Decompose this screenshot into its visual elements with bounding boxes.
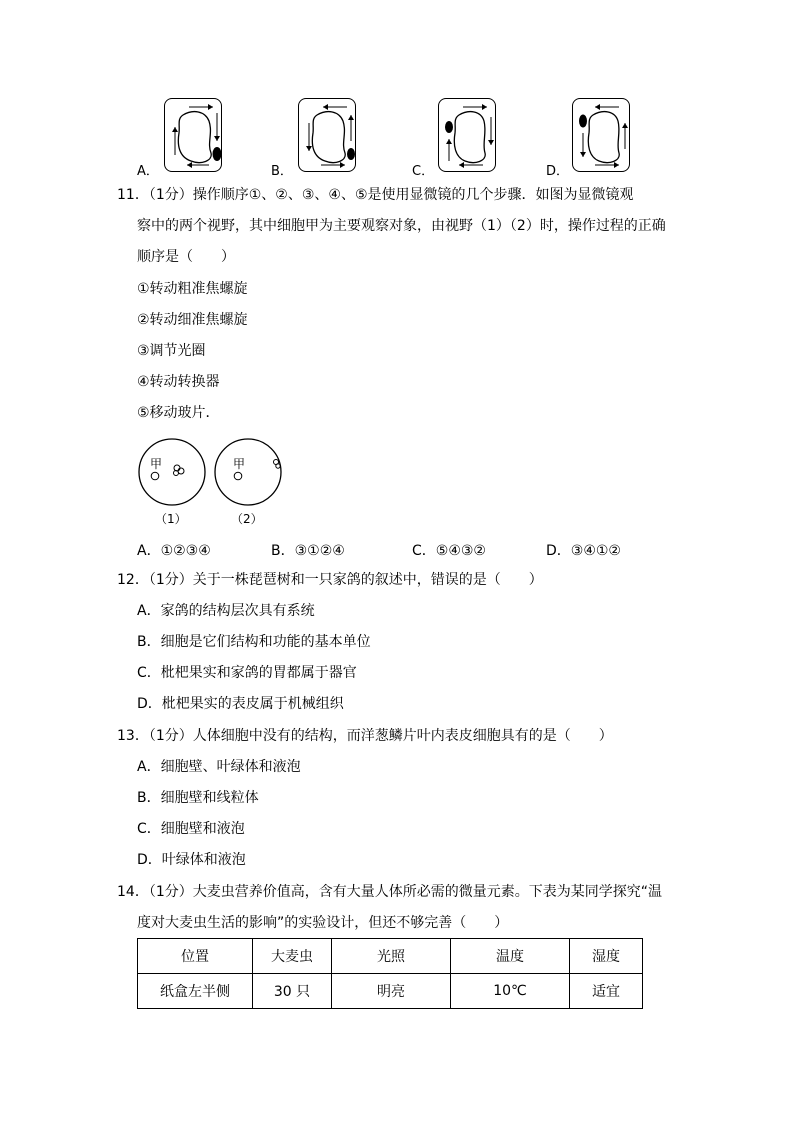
table-cell: 10℃ — [451, 974, 570, 1009]
q13-option-a: A．细胞壁、叶绿体和液泡 — [137, 759, 301, 775]
table-header-row — [138, 939, 643, 974]
q12-option-a: A．家鸽的结构层次具有系统 — [137, 603, 315, 619]
table-cell: 明亮 — [332, 974, 451, 1009]
q11-option-b: B．③①②④ — [271, 543, 345, 559]
q11-text-line2: 察中的两个视野，其中细胞甲为主要观察对象，由视野（1）（2）时，操作过程的正确 — [137, 218, 666, 234]
q10-option-c-label: C． — [412, 164, 435, 179]
q11-fov1-label: 甲 — [150, 457, 163, 471]
q11-field-of-view-2 — [214, 438, 284, 512]
q12-number: 12． — [117, 572, 149, 588]
table-cell: 纸盒左半侧 — [138, 974, 253, 1009]
q10-option-b-diagram — [298, 98, 356, 172]
q14-text-line1: （1分）大麦虫营养价值高，含有大量人体所必需的微量元素。下表为某同学探究“温 — [148, 884, 662, 900]
q10-option-b-label: B． — [271, 164, 293, 179]
q11-text-line3: 顺序是（ ） — [137, 249, 235, 265]
q10-option-a-diagram — [164, 98, 222, 172]
q11-option-a: A．①②③④ — [137, 543, 211, 559]
q10-option-c-diagram — [438, 98, 496, 172]
q11-step-4: ④转动转换器 — [137, 374, 220, 390]
table-header-cell: 大麦虫 — [253, 939, 332, 974]
q11-fov2-caption: （2） — [231, 512, 263, 526]
q13-text: （1分）人体细胞中没有的结构，而洋葱鳞片叶内表皮细胞具有的是（ ） — [148, 728, 613, 744]
q10-option-d-diagram — [572, 98, 630, 172]
table-cell: 适宜 — [570, 974, 643, 1009]
q14-text-line2: 度对大麦虫生活的影响”的实验设计，但还不够完善（ ） — [137, 915, 509, 931]
table-header-cell: 光照 — [332, 939, 451, 974]
q11-step-1: ①转动粗准焦螺旋 — [137, 281, 248, 297]
q11-number: 11． — [117, 187, 149, 203]
q13-option-b: B．细胞壁和线粒体 — [137, 790, 259, 806]
table-header-cell: 湿度 — [570, 939, 643, 974]
q11-text-line1: （1分）操作顺序①、②、③、④、⑤是使用显微镜的几个步骤．如图为显微镜观 — [148, 187, 634, 203]
table-row — [138, 974, 643, 1009]
q13-number: 13． — [117, 728, 149, 744]
q14-number: 14． — [117, 884, 149, 900]
q11-fov1-caption: （1） — [155, 512, 187, 526]
q11-option-d: D．③④①② — [546, 543, 621, 559]
q10-option-a-label: A． — [137, 164, 159, 179]
q12-option-d: D．枇杷果实的表皮属于机械组织 — [137, 696, 344, 712]
q11-step-5: ⑤移动玻片． — [137, 405, 220, 421]
q11-fov2-label: 甲 — [233, 457, 246, 471]
q12-option-b: B．细胞是它们结构和功能的基本单位 — [137, 634, 371, 650]
q11-field-of-view-1 — [138, 438, 208, 512]
q12-text: （1分）关于一株琵琶树和一只家鸽的叙述中，错误的是（ ） — [148, 572, 543, 588]
q11-option-c: C．⑤④③② — [412, 543, 486, 559]
q10-option-d-label: D． — [546, 164, 570, 179]
table-header-cell: 位置 — [138, 939, 253, 974]
q14-table — [137, 938, 643, 1009]
q12-option-c: C．枇杷果实和家鸽的胃都属于器官 — [137, 665, 357, 681]
table-cell: 30 只 — [253, 974, 332, 1009]
q11-step-2: ②转动细准焦螺旋 — [137, 312, 248, 328]
q13-option-d: D．叶绿体和液泡 — [137, 852, 246, 868]
q11-step-3: ③调节光圈 — [137, 343, 206, 359]
table-header-cell: 温度 — [451, 939, 570, 974]
q13-option-c: C．细胞壁和液泡 — [137, 821, 245, 837]
